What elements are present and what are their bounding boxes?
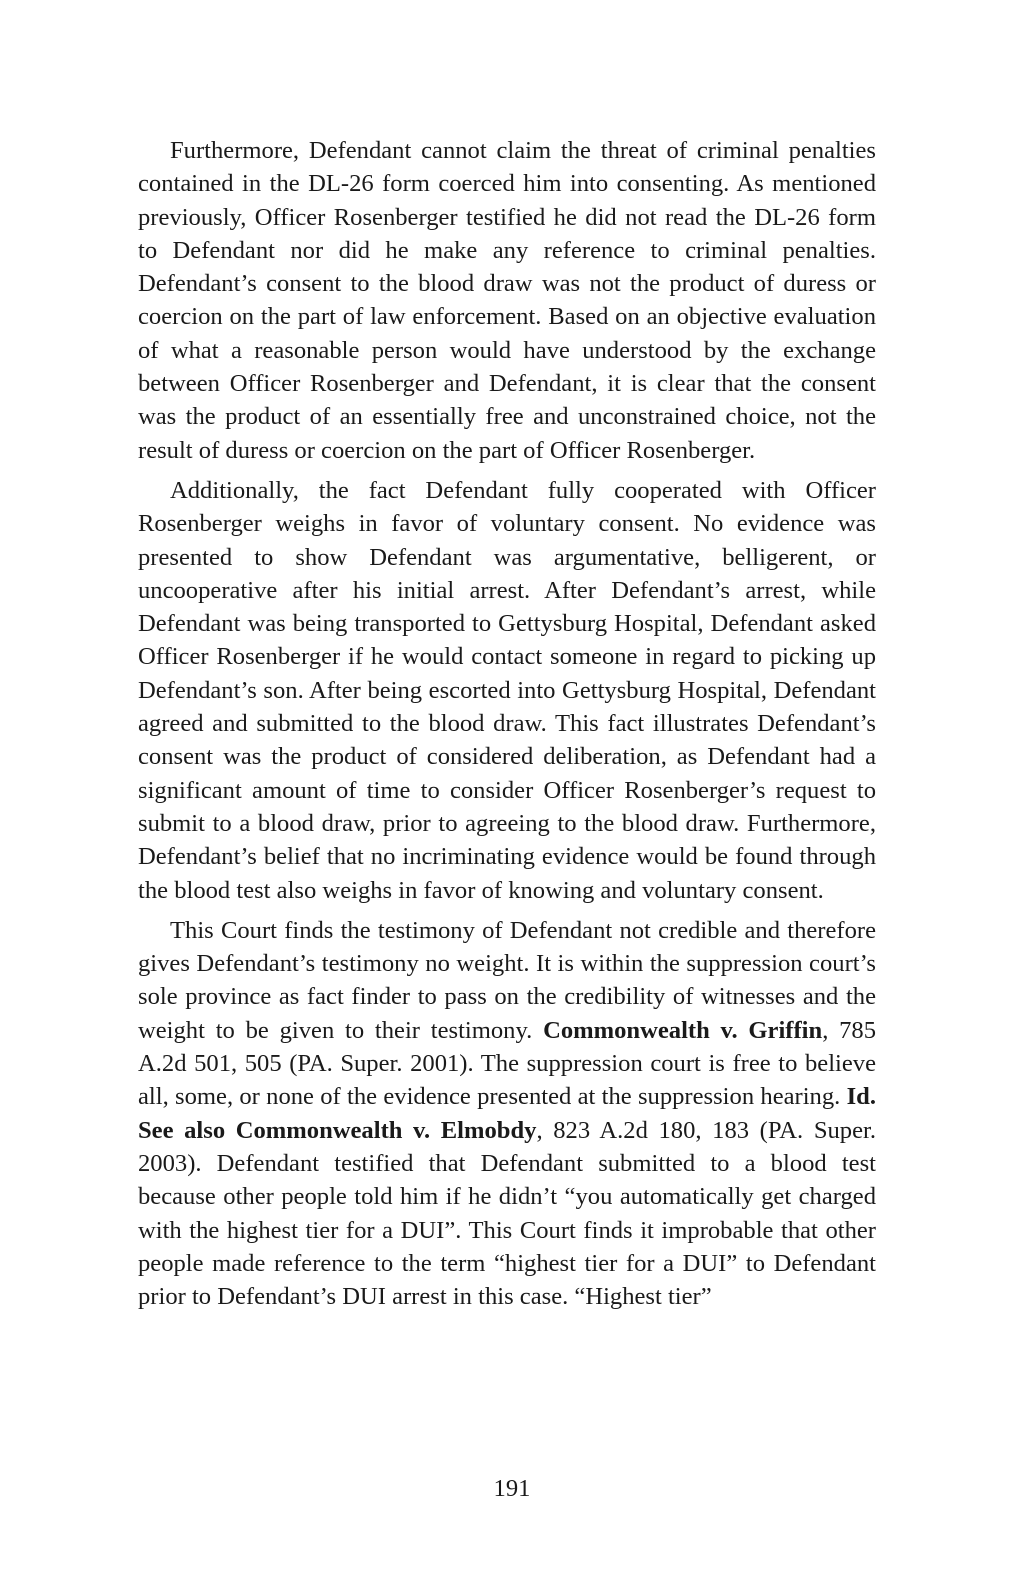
- case-citation-elmobdy: Id. See also Commonwealth v. Elmobdy: [138, 1083, 876, 1144]
- paragraph-text: , 823 A.2d 180, 183 (PA. Super. 2003). Defendant testified that Defendant submitted to a blood test because other people told him if he didn’t “you automatically get charged with the highest tier for a DUI”. This Court finds it improbable that other people made reference to the term “highest tier for a DUI” to Defendant prior to Defendant’s DUI arrest in this case. “Highest tier”: [138, 1116, 876, 1311]
- case-citation-griffin: Commonwealth v. Griffin: [543, 1016, 823, 1044]
- paragraph-consent-duress: [138, 134, 876, 467]
- paragraph-text: Furthermore, Defendant cannot claim the threat of criminal penalties contained in the DL-26 form coerced him into consenting. As mentioned previously, Officer Rosenberger testified he did not read the DL-26 form to Defendant nor did he make any reference to criminal penalties. Defendant’s consent to the blood draw was not the product of duress or coercion on the part of law enforcement. Based on an objective evaluation of what a reasonable person would have understood by the exchange between Officer Rosenberger and Defendant, it is clear that the consent was the product of an essentially free and unconstrained choice, not the result of duress or coercion on the part of Officer Rosenberger.: [138, 137, 876, 464]
- paragraph-text: Additionally, the fact Defendant fully cooperated with Officer Rosenberger weighs in favor of voluntary consent. No evidence was presented to show Defendant was argumentative, belligerent, or uncooperative after his initial arrest. After Defendant’s arrest, while Defendant was being transported to Gettysburg Hospital, Defendant asked Officer Rosenberger if he would contact someone in regard to picking up Defendant’s son. After being escorted into Gettysburg Hospital, Defendant agreed and submitted to the blood draw. This fact illustrates Defendant’s consent was the product of considered deliberation, as Defendant had a significant amount of time to consider Officer Rosenberger’s request to submit to a blood draw, prior to agreeing to the blood draw. Furthermore, Defendant’s belief that no incriminating evidence would be found through the blood test also weighs in favor of knowing and voluntary consent.: [138, 476, 876, 904]
- paragraph-text: , 785 A.2d 501, 505 (PA. Super. 2001). The suppression court is free to believe all, some, or none of the evidence presented at the suppression hearing.: [138, 1016, 876, 1111]
- paragraph-text: This Court finds the testimony of Defendant not credible and therefore gives Defendant’s testimony no weight. It is within the suppression court’s sole province as fact finder to pass on the credibility of witnesses and the weight to be given to their testimony.: [138, 916, 876, 1044]
- paragraph-cooperation: [138, 474, 876, 907]
- page-body: [138, 134, 876, 1320]
- page-number: 191: [493, 1475, 531, 1502]
- paragraph-credibility: [138, 914, 876, 1314]
